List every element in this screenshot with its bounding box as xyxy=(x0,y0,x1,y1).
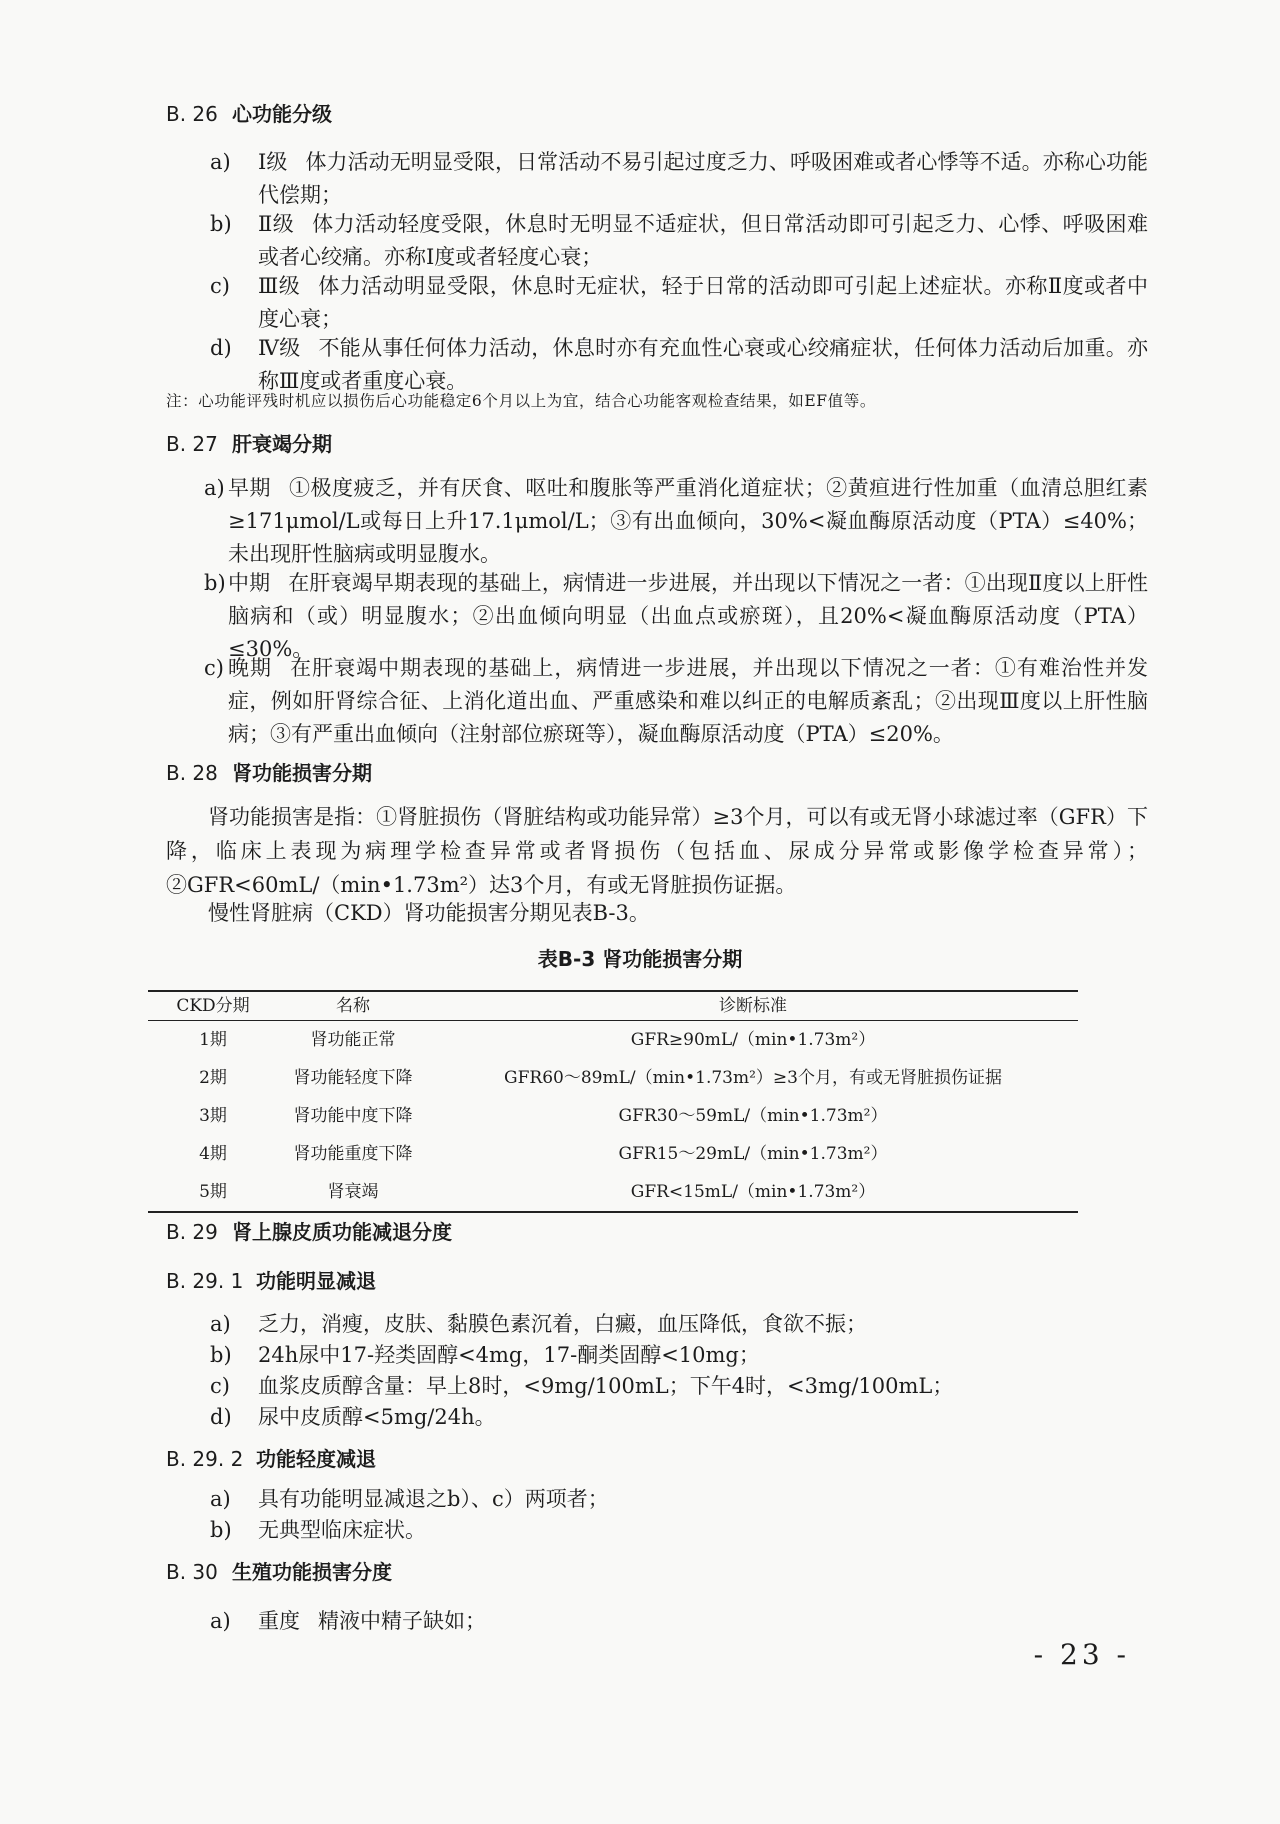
subsection-heading-b29-2 xyxy=(166,1443,376,1472)
item-text: 不能从事任何体力活动，休息时亦有充血性心衰或心绞痛症状，任何体力活动后加重。亦称Ⅲ度或者重度心衰。 xyxy=(258,336,1148,393)
list-item xyxy=(210,1370,1148,1403)
list-item xyxy=(210,1401,1148,1434)
list-item xyxy=(204,472,1148,571)
item-marker: b) xyxy=(210,212,232,236)
section-number: B. 30 xyxy=(166,1560,218,1584)
item-text: 在肝衰竭早期表现的基础上，病情进一步进展，并出现以下情况之一者：①出现Ⅱ度以上肝性脑病和（或）明显腹水；②出血倾向明显（出血点或瘀斑），且20%<凝血酶原活动度（PTA）≤30%。 xyxy=(228,571,1148,661)
table-cell: GFR15～29mL/（min•1.73m²） xyxy=(618,1144,888,1164)
item-marker: a) xyxy=(210,1609,231,1633)
table-cell: GFR30～59mL/（min•1.73m²） xyxy=(618,1106,888,1126)
table-cell: 肾功能中度下降 xyxy=(293,1106,413,1126)
page-number: - 23 - xyxy=(1033,1638,1130,1671)
section-heading-b29 xyxy=(166,1216,452,1245)
section-title: 生殖功能损害分度 xyxy=(232,1560,392,1584)
item-text: 无典型临床症状。 xyxy=(258,1518,426,1542)
column-header: 诊断标准 xyxy=(719,996,787,1016)
table-cell: 肾功能轻度下降 xyxy=(293,1068,413,1088)
column-header: CKD分期 xyxy=(176,996,250,1016)
table-row xyxy=(148,1135,1078,1173)
item-text: 尿中皮质醇<5mg/24h。 xyxy=(258,1405,496,1429)
item-marker: c) xyxy=(210,1374,230,1398)
section-number: B. 26 xyxy=(166,102,218,126)
table-cell: 肾功能重度下降 xyxy=(293,1144,413,1164)
item-marker: a) xyxy=(204,476,225,500)
item-text: 精液中精子缺如； xyxy=(318,1609,486,1633)
paragraph: 肾功能损害是指：①肾脏损伤（肾脏结构或功能异常）≥3个月，可以有或无肾小球滤过率（GFR）下降，临床上表现为病理学检查异常或者肾损伤（包括血、尿成分异常或影像学检查异常）；②GFR<60mL/（min•1.73m²）达3个月，有或无肾脏损伤证据。 xyxy=(166,805,1148,897)
list-item xyxy=(210,208,1148,274)
item-marker: c) xyxy=(204,656,224,680)
list-item xyxy=(210,1483,1148,1516)
table-cell: GFR<15mL/（min•1.73m²） xyxy=(630,1182,876,1202)
item-grade: Ⅱ级 xyxy=(258,212,295,236)
item-text: 体力活动明显受限，休息时无症状，轻于日常的活动即可引起上述症状。亦称Ⅱ度或者中度心衰； xyxy=(258,274,1148,331)
column-header: 名称 xyxy=(336,996,370,1016)
subsection-title: 功能明显减退 xyxy=(256,1269,376,1293)
table-cell: 3期 xyxy=(199,1106,227,1126)
list-item xyxy=(210,1605,1148,1638)
item-marker: a) xyxy=(210,1487,231,1511)
subsection-heading-b29-1 xyxy=(166,1265,376,1294)
item-marker: c) xyxy=(210,274,230,298)
section-title: 肾上腺皮质功能减退分度 xyxy=(232,1220,452,1244)
table-cell: 4期 xyxy=(199,1144,227,1164)
item-grade: 重度 xyxy=(258,1609,300,1633)
table-cell: GFR≥90mL/（min•1.73m²） xyxy=(630,1030,876,1050)
item-marker: a) xyxy=(210,1312,231,1336)
item-text: 体力活动轻度受限，休息时无明显不适症状，但日常活动即可引起乏力、心悸、呼吸困难或者心绞痛。亦称Ⅰ度或者轻度心衰； xyxy=(258,212,1149,269)
subsection-number: B. 29. 1 xyxy=(166,1269,244,1293)
section-title: 肝衰竭分期 xyxy=(232,432,332,456)
item-text: 在肝衰竭中期表现的基础上，病情进一步进展，并出现以下情况之一者：①有难治性并发症，例如肝肾综合征、上消化道出血、严重感染和难以纠正的电解质紊乱；②出现Ⅲ度以上肝性脑病；③有严重出血倾向（注射部位瘀斑等），凝血酶原活动度（PTA）≤20%。 xyxy=(228,656,1149,746)
item-text: 血浆皮质醇含量：早上8时，<9mg/100mL；下午4时，<3mg/100mL； xyxy=(258,1374,954,1398)
list-item xyxy=(210,270,1148,336)
table-row xyxy=(148,1173,1078,1211)
section-heading-b28 xyxy=(166,757,372,786)
table-cell: 肾衰竭 xyxy=(327,1182,379,1202)
section-number: B. 27 xyxy=(166,432,218,456)
ckd-table xyxy=(148,990,1078,1213)
item-text: 体力活动无明显受限，日常活动不易引起过度乏力、呼吸困难或者心悸等不适。亦称心功能代偿期； xyxy=(258,150,1149,207)
subsection-number: B. 29. 2 xyxy=(166,1447,244,1471)
section-number: B. 29 xyxy=(166,1220,218,1244)
table-cell: 肾功能正常 xyxy=(310,1030,396,1050)
table-row xyxy=(148,1021,1078,1059)
subsection-title: 功能轻度减退 xyxy=(256,1447,376,1471)
section-title: 肾功能损害分期 xyxy=(232,761,372,785)
item-grade: 早期 xyxy=(228,476,271,500)
list-item xyxy=(210,146,1148,212)
list-item xyxy=(210,1339,1148,1372)
table-title: 表B-3 肾功能损害分期 xyxy=(537,947,743,971)
item-text: 具有功能明显减退之b）、c）两项者； xyxy=(258,1487,609,1511)
table-cell: 5期 xyxy=(199,1182,227,1202)
list-item xyxy=(210,1514,1148,1547)
table-cell: 1期 xyxy=(199,1030,227,1050)
section-heading-b30 xyxy=(166,1556,392,1585)
list-item xyxy=(210,1308,1148,1341)
table-header-row xyxy=(148,992,1078,1021)
section-heading-b26 xyxy=(166,98,332,127)
section-title: 心功能分级 xyxy=(232,102,332,126)
item-marker: b) xyxy=(204,571,226,595)
note: 注：心功能评残时机应以损伤后心功能稳定6个月以上为宜，结合心功能客观检查结果，如EF值等。 xyxy=(166,392,876,410)
list-item xyxy=(204,652,1148,751)
item-marker: d) xyxy=(210,1405,232,1429)
item-grade: Ⅲ级 xyxy=(258,274,301,298)
item-marker: b) xyxy=(210,1343,232,1367)
section-number: B. 28 xyxy=(166,761,218,785)
item-text: ①极度疲乏，并有厌食、呕吐和腹胀等严重消化道症状；②黄疸进行性加重（血清总胆红素≥171μmol/L或每日上升17.1μmol/L；③有出血倾向，30%<凝血酶原活动度（PTA）≤40%；未出现肝性脑病或明显腹水。 xyxy=(228,476,1149,566)
item-grade: Ⅳ级 xyxy=(258,336,301,360)
item-grade: Ⅰ级 xyxy=(258,150,288,174)
section-heading-b27 xyxy=(166,428,332,457)
item-marker: b) xyxy=(210,1518,232,1542)
item-grade: 中期 xyxy=(228,571,271,595)
table-cell: GFR60～89mL/（min•1.73m²）≥3个月，有或无肾脏损伤证据 xyxy=(504,1068,1002,1088)
item-marker: d) xyxy=(210,336,232,360)
item-text: 乏力，消瘦，皮肤、黏膜色素沉着，白癜，血压降低，食欲不振； xyxy=(258,1312,867,1336)
table-row xyxy=(148,1059,1078,1097)
item-grade: 晚期 xyxy=(228,656,273,680)
paragraph: 慢性肾脏病（CKD）肾功能损害分期见表B-3。 xyxy=(208,901,650,925)
item-marker: a) xyxy=(210,150,231,174)
table-cell: 2期 xyxy=(199,1068,227,1088)
table-row xyxy=(148,1097,1078,1135)
item-text: 24h尿中17-羟类固醇<4mg，17-酮类固醇<10mg； xyxy=(258,1343,760,1367)
